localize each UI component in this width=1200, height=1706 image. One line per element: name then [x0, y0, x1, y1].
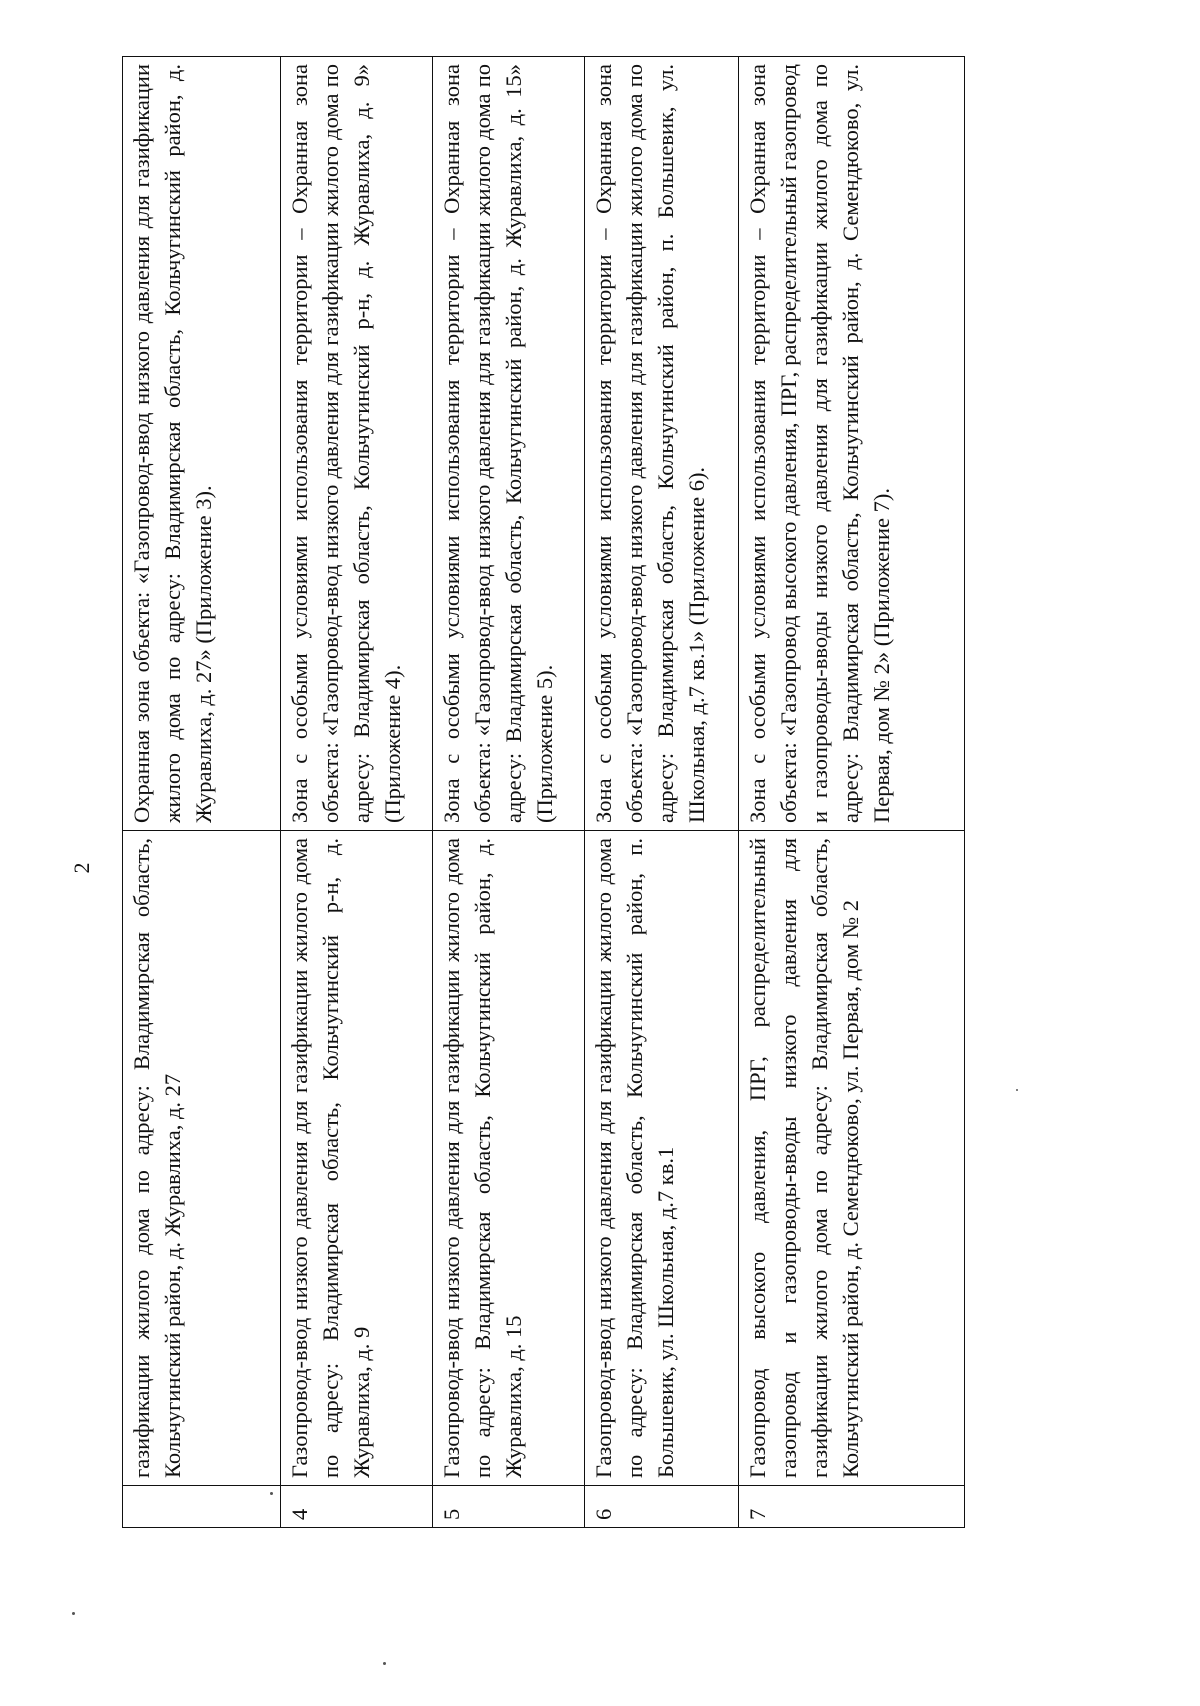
row-number: 7 — [739, 1486, 965, 1528]
table-row — [281, 57, 433, 1528]
object-cell: Газопровод-ввод низкого давления для газификации жилого дома по адресу: Владимирская область, Кольчугинский р-н, д. Журавлиха, д. 9 — [281, 831, 433, 1486]
row-number — [123, 1486, 281, 1528]
scan-speck — [72, 1612, 75, 1615]
zone-cell: Зона с особыми условиями использования территории – Охранная зона объекта: «Газопровод-ввод низкого давления для газификации жилого дома по адресу: Владимирская область, Кольчугинский р-н, д. Журавлиха, д. 9» (Приложение 4). — [281, 57, 433, 831]
table-row — [739, 57, 965, 1528]
object-cell: газификации жилого дома по адресу: Владимирская область, Кольчугинский район, д. Журавлиха, д. 27 — [123, 831, 281, 1486]
table-row — [585, 57, 739, 1528]
rotated-table-frame — [122, 56, 964, 1528]
scan-speck — [270, 1492, 273, 1495]
page-number: 2 — [69, 862, 94, 874]
table-row — [433, 57, 585, 1528]
row-number: 6 — [585, 1486, 739, 1528]
table-row — [123, 57, 281, 1528]
object-cell: Газопровод-ввод низкого давления для газификации жилого дома по адресу: Владимирская область, Кольчугинский район, п. Большевик, ул. Школьная, д.7 кв.1 — [585, 831, 739, 1486]
row-number: 4 — [281, 1486, 433, 1528]
scan-speck — [383, 1662, 386, 1665]
object-cell: Газопровод-ввод низкого давления для газификации жилого дома по адресу: Владимирская область, Кольчугинский район, д. Журавлиха, д. 15 — [433, 831, 585, 1486]
object-cell: Газопровод высокого давления, ПРГ, распределительный газопровод и газопроводы-вводы низкого давления для газификации жилого дома по адресу: Владимирская область, Кольчугинский район, д. Семендюково, ул. Первая, дом № 2 — [739, 831, 965, 1486]
zone-cell: Зона с особыми условиями использования территории – Охранная зона объекта: «Газопровод-ввод низкого давления для газификации жилого дома по адресу: Владимирская область, Кольчугинский район, п. Большевик, ул. Школьная, д.7 кв.1» (Приложение 6). — [585, 57, 739, 831]
zone-cell: Зона с особыми условиями использования территории – Охранная зона объекта: «Газопровод высокого давления, ПРГ, распределительный газопровод и газопроводы-вводы низкого давления для газификации жилого дома по адресу: Владимирская область, Кольчугинский район, д. Семендюково, ул. Первая, дом № 2» (Приложение 7). — [739, 57, 965, 831]
zone-cell: Охранная зона объекта: «Газопровод-ввод низкого давления для газификации жилого дома по адресу: Владимирская область, Кольчугинский район, д. Журавлиха, д. 27» (Приложение 3). — [123, 57, 281, 831]
gas-pipeline-zones-table — [122, 56, 965, 1528]
zone-cell: Зона с особыми условиями использования территории – Охранная зона объекта: «Газопровод-ввод низкого давления для газификации жилого дома по адресу: Владимирская область, Кольчугинский район, д. Журавлиха, д. 15» (Приложение 5). — [433, 57, 585, 831]
row-number: 5 — [433, 1486, 585, 1528]
scan-speck — [1016, 1089, 1018, 1091]
